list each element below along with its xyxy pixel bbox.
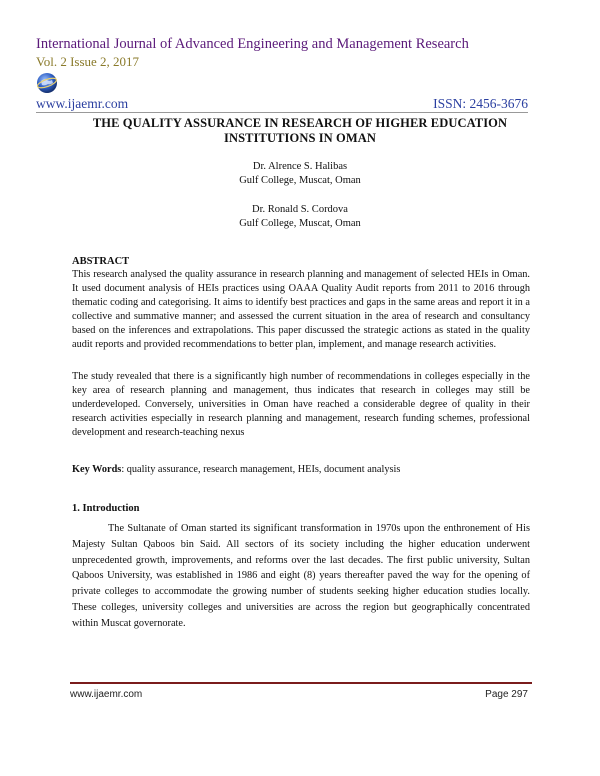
journal-issn: ISSN: 2456-3676	[433, 96, 528, 111]
keywords-label: Key Words	[72, 464, 122, 475]
globe-icon	[36, 72, 58, 94]
author-block	[70, 160, 530, 188]
author-name: Dr. Ronald S. Cordova	[252, 204, 348, 215]
abstract-heading: ABSTRACT	[72, 256, 130, 267]
footer-website[interactable]: www.ijaemr.com	[70, 689, 143, 700]
keywords	[72, 463, 530, 477]
author-name: Dr. Alrence S. Halibas	[252, 161, 348, 172]
journal-volume: Vol. 2 Issue 2, 2017	[36, 54, 140, 69]
journal-title: International Journal of Advanced Engineering and Management Research	[36, 36, 469, 52]
keywords-text: : quality assurance, research management, HEIs, document analysis	[121, 464, 401, 475]
section-heading: 1. Introduction	[72, 503, 140, 514]
abstract-paragraph: The study revealed that there is a significantly high number of recommendations in colleges especially in the key area of research planning and management, thus indicates that research in colleges may still be underdeveloped. Conversely, universities in Oman have reached a considerable degree of quality in their research activities especially in research planning and management, research funding schemes, professional development and research-teaching nexus	[72, 371, 530, 438]
paper-title: THE QUALITY ASSURANCE IN RESEARCH OF HIGHER EDUCATION INSTITUTIONS IN OMAN	[92, 116, 508, 145]
journal-website-link[interactable]: www.ijaemr.com	[36, 96, 129, 111]
author-affiliation: Gulf College, Muscat, Oman	[239, 175, 361, 186]
author-affiliation: Gulf College, Muscat, Oman	[239, 218, 361, 229]
page-number: Page 297	[485, 689, 528, 700]
header-divider	[36, 112, 528, 113]
intro-paragraph: The Sultanate of Oman started its significant transformation in 1970s upon the enthronement of His Majesty Sultan Qaboos bin Said. All sectors of its society including the higher education underwent unprecedented growth, improvements, and reforms over the last decades. The first public university, Sultan Qaboos University, was established in 1986 and eight (8) years thereafter paved the way for the opening of private colleges to accommodate the growing number of students seeking higher education studies locally. These colleges, university colleges and universities are across the region but geographically concentrated within Muscat governorate.	[72, 523, 530, 629]
author-block	[70, 203, 530, 231]
abstract-paragraph: This research analysed the quality assurance in research planning and management of selected HEIs in Oman. It used document analysis of HEIs practices using OAAA Quality Audit reports from 2011 to 2016 through thematic coding and categorising. It aims to identify best practices and gaps in the same areas and report it in a collective and summative manner; and assessed the current situation in the area of research and consultancy based on the inferences and extrapolations. This paper discussed the strategic actions as stated in the quality audit reports and provided recommendations to better plan, implement, and manage research activities.	[72, 269, 530, 350]
footer-divider	[70, 682, 532, 684]
